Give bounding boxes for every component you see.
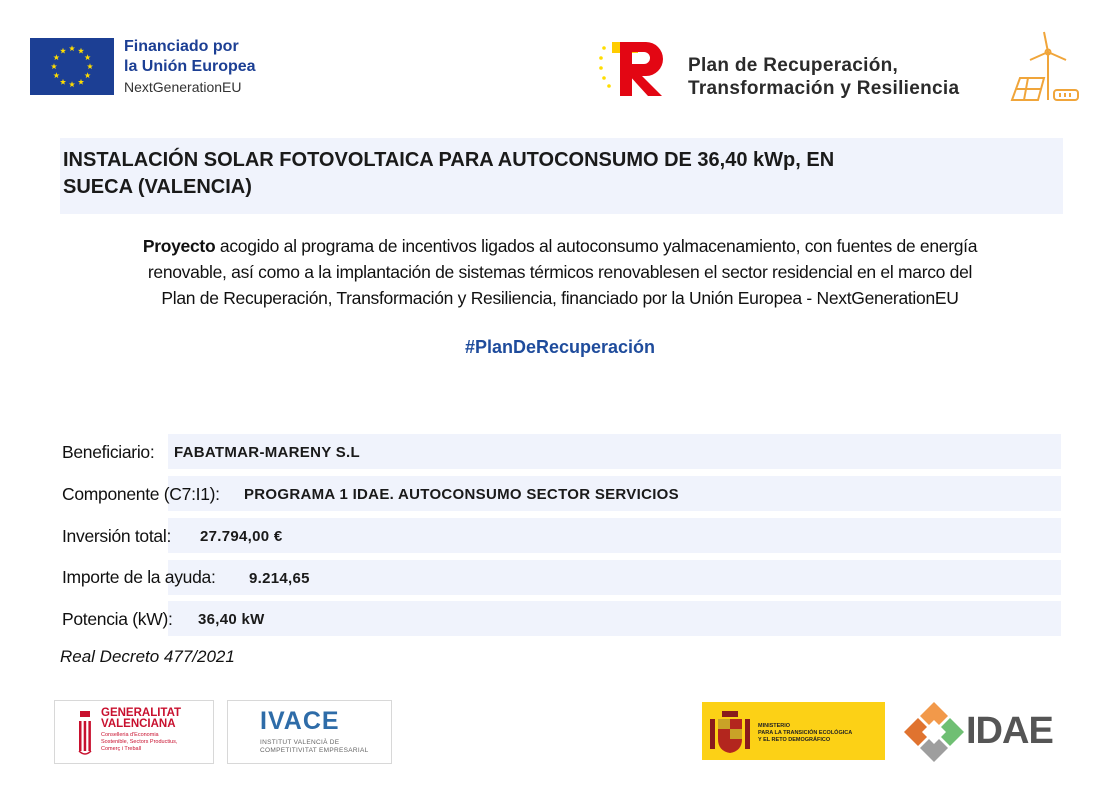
ivace-sub-1: INSTITUT VALENCIÀ DE [260,739,340,746]
gva-line-1: GENERALITAT [101,707,182,719]
gva-subtitle [101,732,209,753]
eu-star [51,63,57,69]
ivace-name: IVACE [260,707,340,735]
ivace-sub-2: COMPETITIVITAT EMPRESARIAL [260,747,369,754]
eu-star [85,72,91,78]
component-value: PROGRAMA 1 IDAE. AUTOCONSUMO SECTOR SERVICIOS [244,486,679,503]
gva-sub-3: Comerç i Treball [101,746,142,752]
spain-coat-of-arms-icon [710,707,750,755]
gva-logo-icon [77,707,93,757]
project-title [63,147,1043,201]
row-background [168,518,1061,553]
project-description [40,233,1080,311]
description-lead: Proyecto [142,236,216,256]
total-investment-label: Inversión total: [62,526,172,546]
eu-star [60,79,66,85]
description-line-1-text: acogido al programa de incentivos ligados al autoconsumo yalmacenamiento, con fuentes de energía [215,236,978,256]
ivace-subtitle [260,739,369,755]
power-label: Potencia (kW): [62,609,173,629]
ministry-line-1: MINISTERIO [758,723,791,729]
wind-turbine-solar-icon [1004,30,1084,104]
gva-sub-2: Sostenible, Sectors Productius, [101,739,178,745]
gva-logo [54,700,214,764]
hashtag: #PlanDeRecuperación [464,337,656,357]
eu-flag-icon [30,38,114,95]
aid-amount-value: 9.214,65 [249,570,310,587]
title-line-1: INSTALACIÓN SOLAR FOTOVOLTAICA PARA AUTOCONSUMO DE 36,40 kWp, EN [63,149,835,171]
prtr-logo-icon [596,36,672,98]
gva-line-2: VALENCIANA [101,718,176,730]
eu-star [85,54,91,60]
eu-star [69,45,75,51]
row-background [168,601,1061,636]
ministry-line-2: PARA LA TRANSICIÓN ECOLÓGICA [758,730,853,736]
ivace-logo [227,700,392,764]
prtr-logo-text [688,54,959,100]
description-line-1 [40,233,1080,259]
gva-title [101,708,181,730]
title-line-2: SUECA (VALENCIA) [63,176,252,198]
decree-reference: Real Decreto 477/2021 [60,647,235,666]
beneficiary-label: Beneficiario: [62,442,155,462]
total-investment-value: 27.794,00 € [200,528,283,545]
ministry-text [758,723,852,744]
idae-name: IDAE [966,710,1053,752]
eu-star [53,54,59,60]
eu-star [78,79,84,85]
aid-amount-label: Importe de la ayuda: [62,567,216,587]
eu-star [60,48,66,54]
idae-logo-icon [902,700,966,764]
prtr-line-1: Plan de Recuperación, [688,55,899,76]
eu-line-3: NextGenerationEU [124,79,242,95]
eu-star [87,63,93,69]
eu-funding-logo-text [124,37,256,97]
gva-sub-1: Conselleria d'Economia [101,732,159,738]
eu-star [69,81,75,87]
description-line-3: Plan de Recuperación, Transformación y Resiliencia, financiado por la Unión Europea - NextGenerationEU [161,288,959,308]
prtr-line-2: Transformación y Resiliencia [688,78,960,99]
eu-star [53,72,59,78]
eu-line-2: la Unión Europea [124,58,256,75]
description-line-2: renovable, así como a la implantación de sistemas térmicos renovablesen el sector residencial en el marco del [147,262,973,282]
eu-line-1: Financiado por [124,38,239,55]
beneficiary-value: FABATMAR-MARENY S.L [174,444,360,461]
ministry-line-3: Y EL RETO DEMOGRÁFICO [758,737,831,743]
component-label: Componente (C7:I1): [62,484,220,504]
power-value: 36,40 kW [198,611,265,628]
eu-star [78,48,84,54]
ministry-logo [702,702,885,760]
